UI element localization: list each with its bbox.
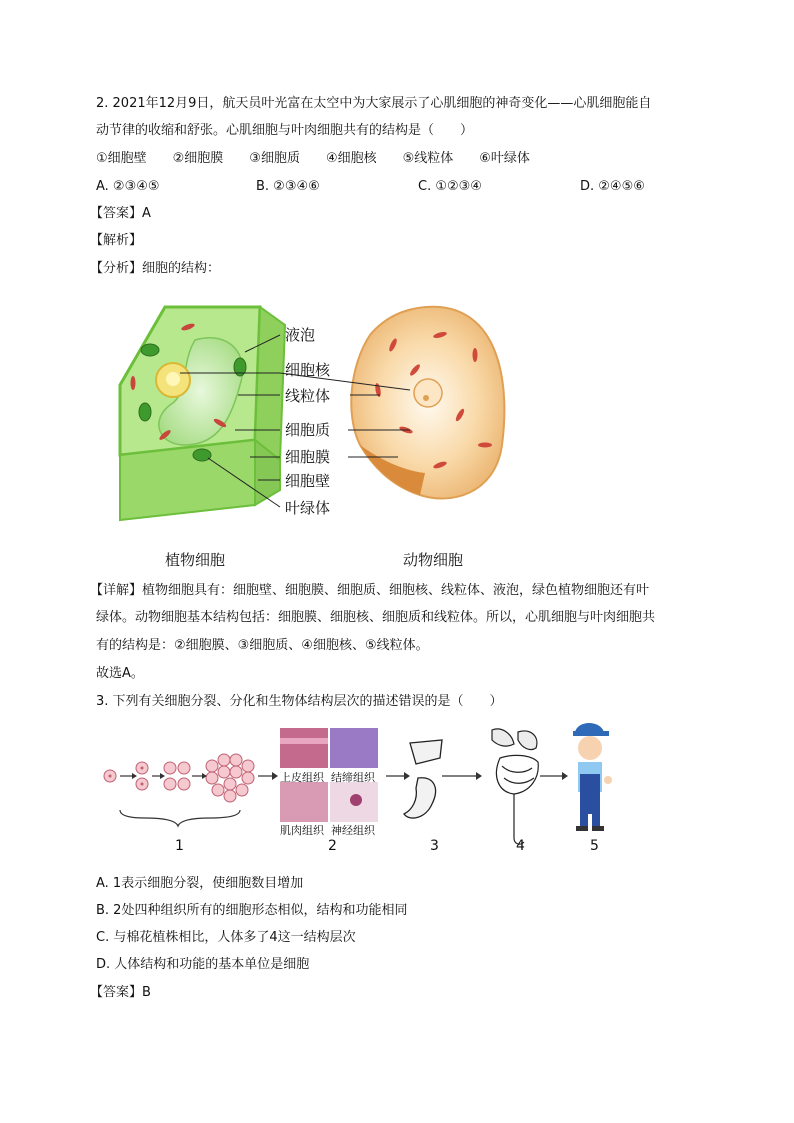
label-vacuole: 液泡: [285, 326, 316, 344]
stage-number-2: 2: [328, 838, 337, 854]
q2-option-b: B. ②③④⑥: [256, 179, 320, 194]
system-stage: [492, 729, 538, 844]
q2-answer: 【答案】A: [90, 206, 151, 221]
stage-number-4: 4: [516, 838, 525, 854]
stage-number-1: 1: [175, 838, 184, 854]
label-nucleus: 细胞核: [285, 361, 331, 379]
q3-option-a: A. 1表示细胞分裂，使细胞数目增加: [96, 876, 304, 891]
animal-cell: [351, 307, 504, 499]
cell-structure-figure: [110, 295, 530, 575]
cell-division-stage: [104, 754, 254, 802]
label-cell-membrane: 细胞膜: [285, 448, 331, 466]
q2-detail-line2: 绿体。动物细胞基本结构包括：细胞膜、细胞核、细胞质和线粒体。所以，心肌细胞与叶肉细胞共: [96, 610, 656, 625]
q2-option-d: D. ②④⑤⑥: [580, 179, 645, 194]
tissue-label-muscle: 肌肉组织: [280, 824, 324, 837]
q2-stem-line2: 动节律的收缩和舒张。心肌细胞与叶肉细胞共有的结构是（ ）: [96, 123, 474, 138]
q2-analysis-intro: 【分析】细胞的结构：: [90, 261, 221, 276]
q2-stem-line1: 2. 2021年12月9日，航天员叶光富在太空中为大家展示了心肌细胞的神奇变化——心肌细胞能自: [96, 96, 652, 111]
q3-option-b: B. 2处四种组织所有的细胞形态相似，结构和功能相同: [96, 903, 408, 918]
q3-option-c: C. 与棉花植株相比，人体多了4这一结构层次: [96, 930, 356, 945]
q2-conclusion: 故选A。: [96, 666, 144, 681]
q3-option-d: D. 人体结构和功能的基本单位是细胞: [96, 957, 310, 972]
animal-cell-caption: 动物细胞: [403, 551, 464, 569]
tissue-label-nervous: 神经组织: [331, 824, 375, 837]
organ-stage: [404, 740, 442, 818]
label-mitochondria: 线粒体: [285, 387, 331, 405]
q3-stem: 3. 下列有关细胞分裂、分化和生物体结构层次的描述错误的是（ ）: [96, 694, 503, 709]
tissue-label-epithelial: 上皮组织: [280, 771, 324, 784]
stage-number-3: 3: [430, 838, 439, 854]
q2-analysis-heading: 【解析】: [90, 233, 143, 248]
stage-number-5: 5: [590, 838, 599, 854]
q2-detail-line1: 【详解】植物细胞具有：细胞壁、细胞膜、细胞质、细胞核、线粒体、液泡，绿色植物细胞还有叶: [90, 583, 650, 598]
person-stage: [573, 723, 612, 831]
label-cell-wall: 细胞壁: [285, 472, 331, 490]
plant-cell-caption: 植物细胞: [165, 551, 226, 569]
tissue-label-connective: 结缔组织: [331, 771, 375, 784]
q2-detail-line3: 有的结构是：②细胞膜、③细胞质、④细胞核、⑤线粒体。: [96, 638, 429, 653]
q2-structure-list: ①细胞壁 ②细胞膜 ③细胞质 ④细胞核 ⑤线粒体 ⑥叶绿体: [96, 151, 530, 166]
q3-answer: 【答案】B: [90, 985, 151, 1000]
label-cytoplasm: 细胞质: [285, 421, 331, 439]
body-hierarchy-figure: [100, 718, 630, 858]
label-chloroplast: 叶绿体: [285, 499, 331, 517]
q2-option-a: A. ②③④⑤: [96, 179, 160, 194]
plant-cell: [110, 307, 285, 520]
q2-option-c: C. ①②③④: [418, 179, 482, 194]
